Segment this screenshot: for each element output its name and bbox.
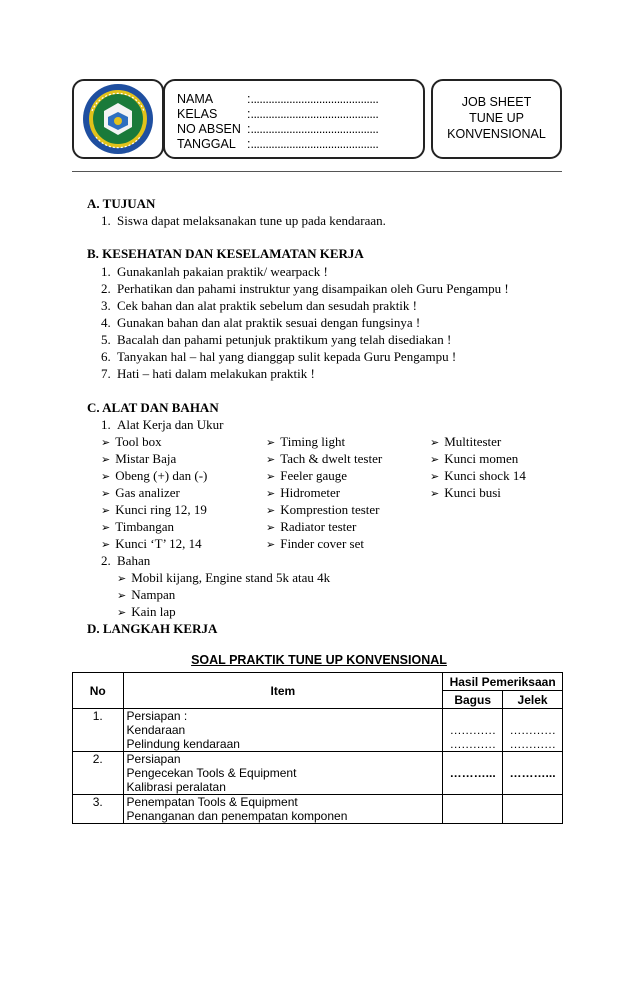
arrow-bullet-icon: ➢ [266, 504, 276, 517]
jelek-cell[interactable]: ………... [503, 752, 563, 795]
field-tanggal: TANGGAL :........................................... [177, 137, 379, 151]
arrow-bullet-icon: ➢ [117, 572, 127, 585]
header-bagus: Bagus [443, 691, 503, 709]
title-line-2: TUNE UP [469, 111, 524, 125]
tool-item: ➢ Kunci shock 14 [430, 468, 526, 483]
bagus-cell[interactable]: ………… ………… [443, 709, 503, 752]
tune-up-table [72, 672, 563, 824]
job-sheet-title-box [431, 79, 562, 159]
tool-item: ➢ Tach & dwelt tester [266, 451, 383, 466]
bagus-cell[interactable]: ………... [443, 752, 503, 795]
field-nama: NAMA :........................................... [177, 92, 379, 106]
tool-item: ➢ Komprestion tester [266, 502, 380, 517]
jelek-cell[interactable] [503, 795, 563, 824]
arrow-bullet-icon: ➢ [430, 453, 440, 466]
tool-item: ➢ Kunci momen [430, 451, 519, 466]
tool-item: ➢ Mistar Baja [101, 451, 177, 466]
section-c-heading: C. ALAT DAN BAHAN [87, 400, 219, 415]
section-b-heading: B. KESEHATAN DAN KESELAMATAN KERJA [87, 246, 364, 261]
tujuan-item: 1. Siswa dapat melaksanakan tune up pada kendaraan. [101, 213, 386, 228]
header-divider [72, 171, 562, 172]
row-item: Persiapan Pengecekan Tools & Equipment Kalibrasi peralatan [123, 752, 443, 795]
arrow-bullet-icon: ➢ [266, 521, 276, 534]
section-a-heading: A. TUJUAN [87, 196, 156, 211]
tool-item: ➢ Tool box [101, 434, 162, 449]
bahan-item: ➢ Nampan [117, 587, 176, 602]
tool-item: ➢ Timing light [266, 434, 346, 449]
k3-item: 7. Hati – hati dalam melakukan praktik ! [101, 366, 315, 381]
table-row [73, 752, 563, 795]
k3-item: 6. Tanyakan hal – hal yang dianggap sulit kepada Guru Pengampu ! [101, 349, 457, 364]
row-number: 1. [73, 709, 124, 752]
arrow-bullet-icon: ➢ [101, 436, 111, 449]
arrow-bullet-icon: ➢ [117, 606, 127, 619]
tool-item: ➢ Kunci busi [430, 485, 501, 500]
arrow-bullet-icon: ➢ [101, 487, 111, 500]
arrow-bullet-icon: ➢ [266, 538, 276, 551]
field-kelas: KELAS :........................................... [177, 107, 379, 121]
school-logo-icon [74, 81, 162, 157]
tool-item: ➢ Finder cover set [266, 536, 364, 551]
arrow-bullet-icon: ➢ [117, 589, 127, 602]
k3-item: 3. Cek bahan dan alat praktik sebelum dan sesudah praktik ! [101, 298, 417, 313]
bahan-subheading: 2. Bahan [101, 553, 151, 568]
arrow-bullet-icon: ➢ [101, 538, 111, 551]
arrow-bullet-icon: ➢ [266, 487, 276, 500]
arrow-bullet-icon: ➢ [266, 470, 276, 483]
tool-item: ➢ Multitester [430, 434, 502, 449]
alat-subheading: 1. Alat Kerja dan Ukur [101, 417, 224, 432]
tool-item: ➢ Timbangan [101, 519, 174, 534]
header-jelek: Jelek [503, 691, 563, 709]
arrow-bullet-icon: ➢ [266, 453, 276, 466]
table-row [73, 795, 563, 824]
arrow-bullet-icon: ➢ [430, 436, 440, 449]
title-line-1: JOB SHEET [461, 95, 532, 109]
arrow-bullet-icon: ➢ [266, 436, 276, 449]
tool-item: ➢ Hidrometer [266, 485, 341, 500]
title-line-3: KONVENSIONAL [447, 127, 546, 141]
arrow-bullet-icon: ➢ [101, 453, 111, 466]
table-title: SOAL PRAKTIK TUNE UP KONVENSIONAL [191, 653, 447, 667]
row-item: Penempatan Tools & Equipment Penanganan dan penempatan komponen [123, 795, 443, 824]
tool-item: ➢ Obeng (+) dan (-) [101, 468, 208, 483]
bahan-item: ➢ Mobil kijang, Engine stand 5k atau 4k [117, 570, 331, 585]
tool-item: ➢ Gas analizer [101, 485, 180, 500]
table-row [73, 709, 563, 752]
arrow-bullet-icon: ➢ [430, 487, 440, 500]
tool-item: ➢ Radiator tester [266, 519, 357, 534]
k3-item: 1. Gunakanlah pakaian praktik/ wearpack ! [101, 264, 328, 279]
tool-item: ➢ Kunci ring 12, 19 [101, 502, 207, 517]
jelek-cell[interactable]: ………… ………… [503, 709, 563, 752]
tool-item: ➢ Feeler gauge [266, 468, 347, 483]
tool-item: ➢ Kunci ‘T’ 12, 14 [101, 536, 202, 551]
header-hasil: Hasil Pemeriksaan [443, 673, 563, 691]
row-number: 2. [73, 752, 124, 795]
header-no: No [73, 673, 124, 709]
bagus-cell[interactable] [443, 795, 503, 824]
logo-frame [72, 79, 164, 159]
arrow-bullet-icon: ➢ [101, 504, 111, 517]
field-no-absen: NO ABSEN :........................................... [177, 122, 379, 136]
arrow-bullet-icon: ➢ [101, 521, 111, 534]
k3-item: 5. Bacalah dan pahami petunjuk praktikum yang telah disediakan ! [101, 332, 452, 347]
identity-box [163, 79, 425, 159]
arrow-bullet-icon: ➢ [430, 470, 440, 483]
row-number: 3. [73, 795, 124, 824]
bahan-item: ➢ Kain lap [117, 604, 176, 619]
section-d-heading: D. LANGKAH KERJA [87, 621, 218, 636]
row-item: Persiapan : Kendaraan Pelindung kendaraan [123, 709, 443, 752]
header-item: Item [123, 673, 443, 709]
arrow-bullet-icon: ➢ [101, 470, 111, 483]
k3-item: 4. Gunakan bahan dan alat praktik sesuai dengan fungsinya ! [101, 315, 421, 330]
k3-item: 2. Perhatikan dan pahami instruktur yang disampaikan oleh Guru Pengampu ! [101, 281, 509, 296]
